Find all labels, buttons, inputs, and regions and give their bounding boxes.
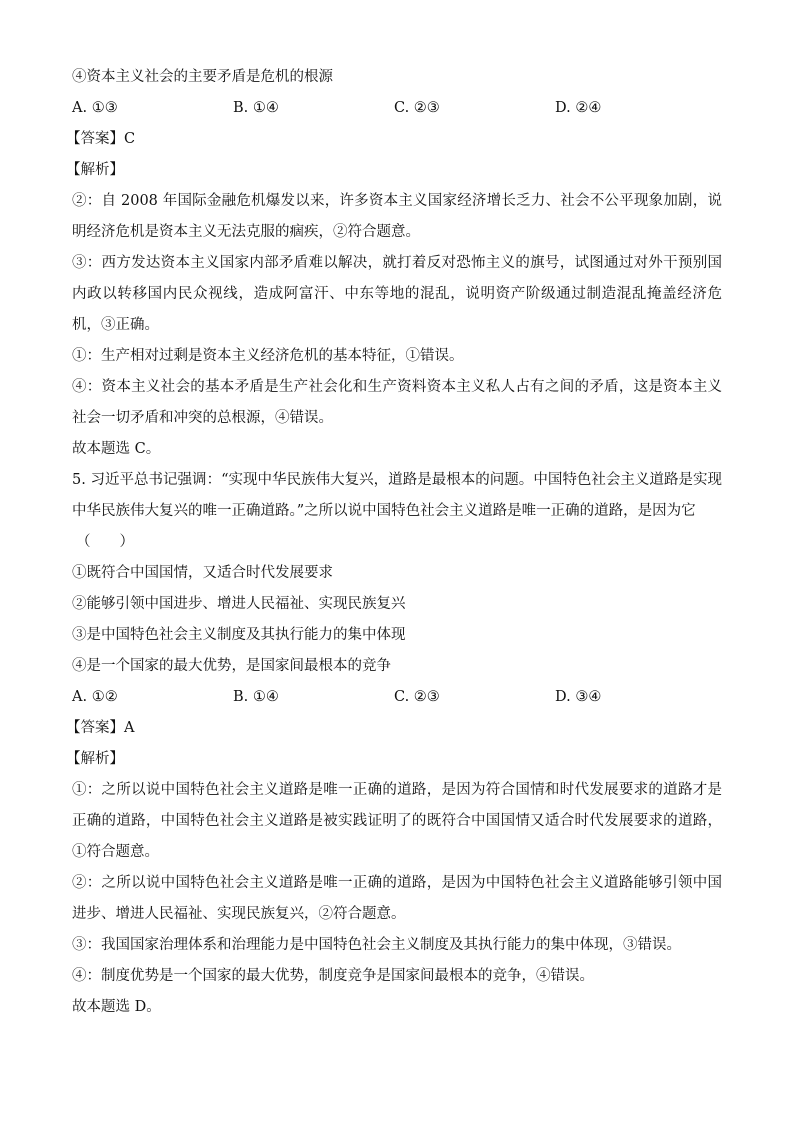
q4-analysis-3: ③：西方发达资本主义国家内部矛盾难以解决，就打着反对恐怖主义的旗号，试图通过对外干预别国内政以转移国内民众视线，造成阿富汗、中东等地的混乱，说明资产阶级通过制造混乱掩盖经济危机，③正确。 <box>72 255 722 333</box>
q4-option-b: B. ①④ <box>233 100 279 116</box>
q5-conclusion: 故本题选 D。 <box>72 999 161 1015</box>
q5-answer: 【答案】A <box>66 720 135 736</box>
q5-item-4: ④是一个国家的最大优势，是国家间最根本的竞争 <box>72 658 391 674</box>
q4-analysis-1: ①：生产相对过剩是资本主义经济危机的基本特征，①错误。 <box>72 348 464 364</box>
q4-conclusion: 故本题选 C。 <box>72 441 161 457</box>
q5-option-d: D. ③④ <box>555 689 602 705</box>
q4-answer: 【答案】C <box>66 131 136 147</box>
q5-item-3: ③是中国特色社会主义制度及其执行能力的集中体现 <box>72 627 406 643</box>
q5-option-a: A. ①② <box>72 689 118 705</box>
document-page <box>66 62 722 1023</box>
q4-item-4: ④资本主义社会的主要矛盾是危机的根源 <box>72 69 333 85</box>
q4-option-c: C. ②③ <box>394 100 440 116</box>
q5-item-2: ②能够引领中国进步、增进人民福祉、实现民族复兴 <box>72 596 406 612</box>
q4-analysis-4: ④：资本主义社会的基本矛盾是生产社会化和生产资料资本主义私人占有之间的矛盾，这是资本主义社会一切矛盾和冲突的总根源，④错误。 <box>72 379 722 426</box>
q4-analysis-2: ②：自 2008 年国际金融危机爆发以来，许多资本主义国家经济增长乏力、社会不公平现象加剧，说明经济危机是资本主义无法克服的痼疾，②符合题意。 <box>72 193 722 240</box>
q4-option-a: A. ①③ <box>72 100 118 116</box>
q5-option-c: C. ②③ <box>394 689 440 705</box>
q5-analysis-4: ④：制度优势是一个国家的最大优势，制度竞争是国家间最根本的竞争，④错误。 <box>72 968 594 984</box>
q5-answer-blank: （ ） <box>76 534 134 550</box>
q5-analysis-label: 【解析】 <box>66 751 124 767</box>
q4-options <box>72 93 722 124</box>
q5-item-1: ①既符合中国国情，又适合时代发展要求 <box>72 565 333 581</box>
q5-analysis-2: ②：之所以说中国特色社会主义道路是唯一正确的道路，是因为中国特色社会主义道路能够引领中国进步、增进人民福祉、实现民族复兴，②符合题意。 <box>72 875 722 922</box>
q5-analysis-1: ①：之所以说中国特色社会主义道路是唯一正确的道路，是因为符合国情和时代发展要求的道路才是正确的道路，中国特色社会主义道路是被实践证明了的既符合中国国情又适合时代发展要求的道路，①符合题意。 <box>72 782 722 860</box>
q4-analysis-label: 【解析】 <box>66 162 124 178</box>
q4-option-d: D. ②④ <box>555 100 602 116</box>
q5-option-b: B. ①④ <box>233 689 279 705</box>
q5-stem: 5. 习近平总书记强调：“实现中华民族伟大复兴，道路是最根本的问题。中国特色社会主义道路是实现中华民族伟大复兴的唯一正确道路。”之所以说中国特色社会主义道路是唯一正确的道路，是因为它 <box>72 472 722 519</box>
q5-options <box>72 682 722 713</box>
q5-analysis-3: ③：我国国家治理体系和治理能力是中国特色社会主义制度及其执行能力的集中体现，③错误。 <box>72 937 681 953</box>
